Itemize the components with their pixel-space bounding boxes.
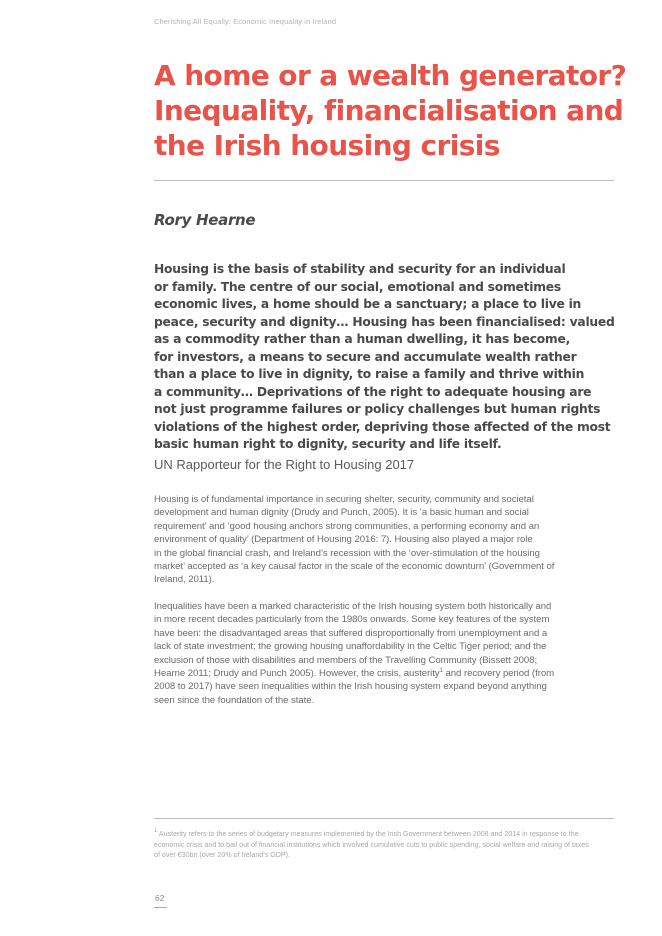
body-line: exclusion of those with disabilities and members of the Travelling Community (Bissett 2008; bbox=[154, 654, 538, 666]
body-line: seen since the foundation of the state. bbox=[154, 694, 315, 706]
footnote-line: economic crisis and to bail out of financial institutions which involved cumulative cuts to public spending, social welfare and raising of taxes bbox=[154, 840, 589, 849]
article-title bbox=[154, 58, 627, 163]
title-line: the Irish housing crisis bbox=[154, 129, 500, 162]
quote-line: or family. The centre of our social, emotional and sometimes bbox=[154, 279, 561, 294]
epigraph-quote bbox=[154, 261, 624, 454]
quote-line: a community… Deprivations of the right to adequate housing are bbox=[154, 384, 592, 399]
body-paragraph-1 bbox=[154, 493, 624, 587]
footnote-reference[interactable]: 1 bbox=[439, 668, 443, 675]
quote-line: for investors, a means to secure and accumulate wealth rather bbox=[154, 349, 577, 364]
body-line: Housing is of fundamental importance in securing shelter, security, community and societal bbox=[154, 494, 534, 505]
quote-line: as a commodity rather than a human dwelling, it has become, bbox=[154, 332, 571, 346]
page-number: 62 bbox=[155, 893, 165, 903]
body-line-segment: Hearne 2011; Drudy and Punch 2005). However, the crisis, austerity bbox=[154, 668, 440, 680]
body-line: market’ accepted as ‘a key causal factor in the scale of the economic downturn’ (Government of bbox=[154, 561, 555, 573]
body-paragraph-2 bbox=[154, 600, 624, 707]
body-line: 2008 to 2017) have seen inequalities within the Irish housing system expand beyond anything bbox=[154, 681, 547, 693]
body-line: in the global financial crash, and Ireland’s recession with the ‘over-stimulation of the housing bbox=[154, 547, 540, 559]
title-line: A home or a wealth generator? bbox=[154, 59, 627, 92]
body-line: have been: the disadvantaged areas that suffered disproportionally from unemployment and a bbox=[154, 627, 548, 639]
footnote-text: Austerity refers to the series of budgetary measures implemented by the Irish Government between 2008 and 2014 in response to the bbox=[157, 830, 579, 838]
quote-line: than a place to live in dignity, to raise a family and thrive within bbox=[154, 367, 585, 381]
page-number-underline bbox=[154, 907, 167, 908]
footnote-marker: 1 bbox=[154, 828, 158, 834]
author-name: Rory Hearne bbox=[154, 211, 256, 229]
quote-line: basic human right to dignity, security and life itself. bbox=[154, 437, 502, 451]
body-line-segment: and recovery period (from bbox=[442, 668, 555, 680]
quote-line: peace, security and dignity… Housing has been financialised: valued bbox=[154, 314, 615, 329]
footnote bbox=[154, 829, 624, 861]
footnote-line bbox=[154, 829, 624, 840]
quote-line: Housing is the basis of stability and security for an individual bbox=[154, 262, 566, 276]
quote-line: not just programme failures or policy challenges but human rights bbox=[154, 402, 601, 416]
title-line: Inequality, financialisation and bbox=[154, 94, 624, 127]
body-line: Inequalities have been a marked characteristic of the Irish housing system both historically and bbox=[154, 601, 552, 612]
quote-attribution: UN Rapporteur for the Right to Housing 2017 bbox=[154, 457, 415, 472]
body-line: Ireland, 2011). bbox=[154, 574, 215, 586]
body-line-with-footnote bbox=[154, 667, 624, 680]
body-line: lack of state investment; the growing housing unaffordability in the Celtic Tiger period; and the bbox=[154, 641, 547, 653]
footnote-divider bbox=[154, 818, 614, 819]
quote-line: economic lives, a home should be a sanctuary; a place to live in bbox=[154, 297, 582, 311]
footnote-line: of over €30bn (over 20% of Ireland’s GDP). bbox=[154, 851, 290, 859]
running-header: Cherishing All Equally: Economic Inequality in Ireland bbox=[154, 17, 337, 26]
quote-line: violations of the highest order, depriving those affected of the most bbox=[154, 419, 611, 434]
title-divider bbox=[154, 180, 614, 181]
body-line: development and human dignity (Drudy and Punch, 2005). It is ‘a basic human and social bbox=[154, 507, 529, 519]
body-line: in more recent decades particularly from the 1980s onwards. Some key features of the system bbox=[154, 614, 550, 626]
body-line: environment of quality’ (Department of Housing 2016: 7). Housing also played a major role bbox=[154, 534, 533, 546]
body-line: requirement’ and ‘good housing anchors strong communities, a performing economy and an bbox=[154, 520, 540, 532]
